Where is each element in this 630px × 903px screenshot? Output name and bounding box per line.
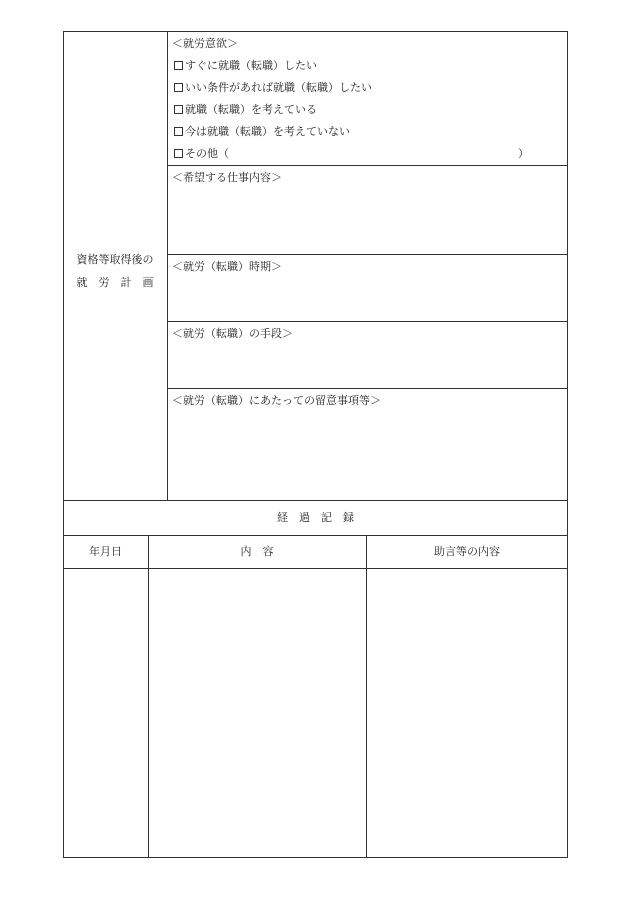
- willingness-option-1[interactable]: [174, 59, 317, 73]
- plan-label-divider: [167, 31, 168, 500]
- checkbox-not-considering[interactable]: [174, 127, 183, 136]
- desired-work-heading: ＜希望する仕事内容＞: [172, 171, 282, 184]
- option-label: その他（: [185, 147, 229, 160]
- progress-col-advice: 助言等の内容: [434, 545, 500, 558]
- divider-plan-end: [63, 500, 568, 501]
- progress-col-content: 内 容: [240, 545, 274, 558]
- option-label: 今は就職（転職）を考えていない: [185, 125, 350, 138]
- willingness-option-2[interactable]: [174, 81, 372, 95]
- progress-col-date: 年月日: [89, 545, 122, 558]
- divider-progress-header: [63, 568, 568, 569]
- willingness-heading: ＜就労意欲＞: [172, 37, 238, 50]
- progress-col-divider-1: [148, 535, 149, 858]
- notes-field[interactable]: [170, 411, 564, 497]
- other-close-paren: ）: [518, 147, 529, 160]
- notes-heading: ＜就労（転職）にあたっての留意事項等＞: [172, 394, 381, 407]
- divider-progress-title: [63, 535, 568, 536]
- option-label: いい条件があれば就職（転職）したい: [185, 81, 372, 94]
- checkbox-other[interactable]: [174, 149, 183, 158]
- divider-after-timing: [167, 321, 568, 322]
- other-text-field[interactable]: [236, 146, 514, 162]
- willingness-option-5[interactable]: [174, 147, 229, 161]
- willingness-option-3[interactable]: [174, 103, 317, 117]
- timing-field[interactable]: [170, 277, 564, 318]
- checkbox-immediately[interactable]: [174, 61, 183, 70]
- progress-title: 経 過 記 録: [277, 511, 354, 524]
- desired-work-field[interactable]: [170, 188, 564, 250]
- plan-label-line2: 就 労 計 画: [76, 276, 154, 289]
- checkbox-considering[interactable]: [174, 105, 183, 114]
- means-heading: ＜就労（転職）の手段＞: [172, 327, 293, 340]
- option-label: 就職（転職）を考えている: [185, 103, 317, 116]
- progress-date-cell[interactable]: [65, 570, 146, 855]
- option-label: すぐに就職（転職）したい: [185, 59, 317, 72]
- plan-label-line1: 資格等取得後の: [76, 253, 154, 266]
- divider-after-willingness: [167, 165, 568, 166]
- divider-after-desired-work: [167, 254, 568, 255]
- progress-content-cell[interactable]: [150, 570, 364, 855]
- means-field[interactable]: [170, 344, 564, 385]
- checkbox-good-conditions[interactable]: [174, 83, 183, 92]
- progress-advice-cell[interactable]: [368, 570, 566, 855]
- willingness-option-4[interactable]: [174, 125, 350, 139]
- plan-label: [63, 248, 167, 294]
- divider-after-means: [167, 388, 568, 389]
- progress-col-divider-2: [366, 535, 367, 858]
- timing-heading: ＜就労（転職）時期＞: [172, 260, 282, 273]
